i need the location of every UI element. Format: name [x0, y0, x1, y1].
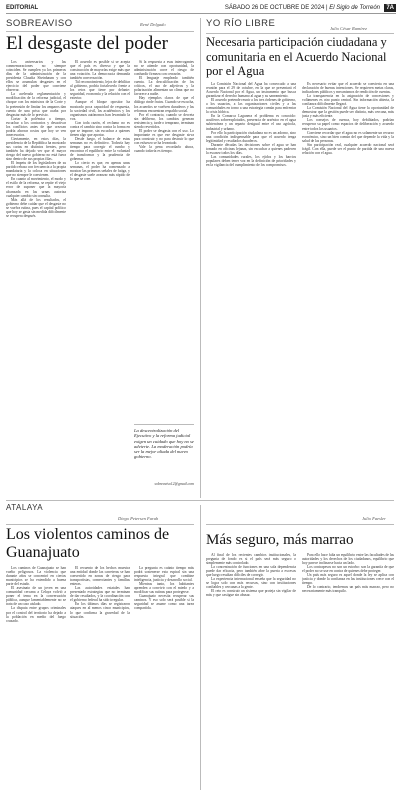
- paragraph: El reto es construir un sistema que proteja sin vigilar de más y que castigue sin abusar.: [206, 589, 296, 598]
- column-title: YO RÍO LIBRE: [206, 18, 276, 29]
- paragraph: Conviene recordar que el agua no es solamente un recurso económico, sino un bien común del que depende la vida y la salud de las personas.: [302, 130, 394, 143]
- page-header: [6, 3, 396, 14]
- article-column-2: [70, 566, 130, 790]
- divider: [6, 31, 194, 32]
- paragraph: En la Comarca Lagunera el problema es conocido: acuíferos sobreexplotados, presencia de arsénico en el agua subterránea y un reparto desigual entre el uso agrícola, industrial y urbano.: [206, 114, 296, 131]
- paragraph: Mientras tanto, los habitantes aprenden a convivir con el miedo y a modificar sus rutinas para protegerse.: [134, 582, 194, 595]
- divider: [134, 424, 194, 425]
- paragraph: Por ello la participación ciudadana no es un adorno, sino una condición indispensable para que el acuerdo tenga legitimidad y resultados duraderos.: [206, 130, 296, 143]
- article-column-2: [302, 553, 394, 790]
- paragraph: Es necesario evitar que el acuerdo se convierta en una declaración de buenas intenciones. Se requieren metas claras, indicadores públicos y mecanismos de rendición de cuentas.: [302, 82, 394, 95]
- paragraph: El poder se desgasta con el uso. Lo importante es que ese desgaste sirva para construir y no para destruir lo que con esfuerzo se ha levantado.: [134, 128, 194, 145]
- article-column-1: [6, 566, 66, 790]
- paragraph: Hay ejemplos claros de que el diálogo rinde frutos. Cuando se escucha, los acuerdos se vuelven duraderos y las reformas encuentran respaldo social.: [134, 96, 194, 113]
- section-name: EDITORIAL: [6, 5, 39, 11]
- paragraph: La acelerada reglamentación y modificación de la reforma judicial, el choque con los ministros de la Corte y la pretensión de limitar los amparos dan cuenta de una prisa que acaba por desgastar más de lo previsto.: [6, 92, 66, 117]
- date-and-paper: SÁBADO 26 DE OCTUBRE DE 2024 | El Siglo de Torreón: [224, 5, 380, 11]
- article-column-2: [302, 82, 394, 492]
- newspaper-name: El Siglo de Torreón: [329, 5, 380, 11]
- paragraph: Guanajuato necesita recuperar sus caminos. Y eso solo será posible si la seguridad se asume como una tarea compartida.: [134, 594, 194, 611]
- column-divider: [200, 505, 201, 790]
- headline: El desgaste del poder: [6, 33, 168, 54]
- paragraph: Las comunidades rurales, los ejidos y los barrios populares deben tener voz en la definición de prioridades y en la vigilancia del cumplimiento de los compromisos.: [206, 154, 296, 167]
- paragraph: Los aniversarios y las conmemoraciones no siempre coinciden. Se cumplen ya los primeros días de la administración de la presidenta Claudia Sheinbaum y con ellos se acumulan desgastes en el ejercicio del poder que conviene observar.: [6, 60, 66, 93]
- paragraph: Las autoridades estatales han presentado estrategias que no terminan de dar resultados, y la coordinación con el gobierno federal ha sido irregular.: [70, 586, 130, 603]
- paragraph: La experiencia internacional enseña que la seguridad no se logra solo con más recursos, sino con instituciones confiables y cercanas a la gente.: [206, 577, 296, 590]
- paragraph: Al final de los recientes cambios institucionales, la pregunta de fondo es si el país será más seguro o simplemente más controlado.: [206, 553, 296, 566]
- paragraph: Por el contrario, cuando se decreta sin deliberar, los cambios generan resistencia y, tarde o temprano, terminan siendo revertidos.: [134, 112, 194, 129]
- column-title: ATALAYA: [6, 503, 44, 512]
- paragraph: Los consejos de cuenca, hoy debilitados, podrían recuperar su papel como espacios de deliberación y acuerdo entre todos los usuarios.: [302, 118, 394, 131]
- paragraph: En cuanto al movimiento, el modo y el estilo de la reforma, se repite el viejo error de suponer que la mayoría alcanzada en las urnas autoriza cualquier cambio sin consulta.: [6, 177, 66, 198]
- paragraph: La concentración de funciones en una sola dependencia puede dar eficacia, pero también abre la puerta a excesos que luego resultan difíciles de corregir.: [206, 565, 296, 578]
- paragraph: La disputa entre grupos criminales por el control del territorio ha dejado a la población en medio del fuego cruzado.: [6, 606, 66, 623]
- paragraph: Los contrapesos no son un estorbo: son la garantía de que el poder no se use en contra de quienes debe proteger.: [302, 565, 394, 574]
- headline: Necesaria participación ciudadana y comunitaria en el Acuerdo Nacional por el Agua: [206, 35, 387, 78]
- byline: Julio Faesler: [362, 516, 386, 521]
- divider: [206, 524, 394, 525]
- paragraph: La Comisión Nacional del Agua ha convocado a una reunión para el 29 de octubre, en la que se presentará el Acuerdo Nacional por el Agua, un instrumento que busca garantizar el derecho humano al agua y su saneamiento.: [206, 82, 296, 99]
- paragraph: El lenguaje empleado también cuenta. La descalificación de los críticos, el uso de adjetivos y la polarización alimentan un clima que no favorece a nadie.: [134, 76, 194, 97]
- divider: [206, 33, 394, 34]
- column-divider: [200, 18, 201, 498]
- paragraph: De lo contrario, tendremos un país más marrao, pero no necesariamente más tranquilo.: [302, 585, 394, 594]
- article-column-1: [6, 60, 66, 492]
- headline: Los violentos caminos de Guanajuato: [6, 526, 170, 561]
- paragraph: Con toda razón, el reclamo no es contra el cambio sino contra la forma en que se impone, sin escuchar a quienes tienen algo que aportar.: [70, 120, 130, 137]
- paragraph: Para ello hace falta un equilibrio entre las facultades de las autoridades y los derechos de los ciudadanos, equilibrio que hoy parece inclinarse hacia un lado.: [302, 553, 394, 566]
- paragraph: Lo cierto es que, en apenas unas semanas, el poder ha comenzado a mostrar las primeras señales de fatiga, y el desgaste suele avanzar más rápido de lo que se cree.: [70, 161, 130, 182]
- paragraph: En los últimos días se registraron ataques en al menos cinco municipios, lo que confirma la gravedad de la situación.: [70, 602, 130, 619]
- article-column-3: [134, 60, 194, 420]
- paragraph: Si la respuesta a esas interrogantes no se atiende con oportunidad, la administración corre el riesgo de confundir firmeza con cerrazón.: [134, 60, 194, 77]
- article-column-1: [206, 553, 296, 790]
- page-number: 7A: [386, 5, 394, 11]
- section-divider: [6, 500, 394, 501]
- article-column-3: [134, 566, 194, 790]
- paragraph: Tal reconocimiento, lejos de debilitar al gobierno, podría fortalecerlo frente a los retos que tiene por delante: seguridad, economía y la relación con el exterior.: [70, 80, 130, 101]
- pull-quote: La descentralización del Ejecutivo y la reforma judicial exigen un cuidado que hoy no se advierte. La moderación podría ser la mejor aliada del nuevo gobierno.: [134, 428, 194, 460]
- paragraph: Cortar la polémica a tiempo, escuchar a los contrarios y desactivar los conflictos antes de que crezcan podría ahorrar costos que hoy se ven innecesarios.: [6, 116, 66, 137]
- paragraph: La transparencia en la asignación de concesiones y volúmenes es otro punto central. Sin información abierta, la confianza difícilmente llegará.: [302, 94, 394, 107]
- byline: Diego Petersen Farah: [118, 516, 159, 521]
- paragraph: Vale la pena recordarlo ahora, cuando todavía es tiempo.: [134, 144, 194, 154]
- paragraph: El acuerdo pretende reunir a los tres órdenes de gobierno, a los usuarios, a las organizaciones civiles y a las comunidades en torno a una estrategia común para enfrentar la crisis hídrica.: [206, 98, 296, 115]
- author-email: sobreaviso12@gmail.com: [154, 482, 194, 486]
- divider: [6, 524, 194, 525]
- article-column-1: [206, 82, 296, 492]
- paragraph: Desde luego, el balance de estas semanas no es definitivo. Todavía hay tiempo para corregir el rumbo y encontrar el equilibrio entre la voluntad de transformar y la prudencia de gobernar.: [70, 136, 130, 162]
- article-column-2: [70, 60, 130, 492]
- paragraph: El ímpetu de los legisladores de su partido rebasa con frecuencia a la propia mandataria y la coloca en situaciones que no siempre le convienen.: [6, 161, 66, 178]
- paragraph: Más allá de los resultados, el gobierno debe cuidar que el desgaste no se vuelva rutina, pues el capital político que hoy se gasta sin medida difícilmente se recupera después.: [6, 197, 66, 218]
- paragraph: El recuento de los hechos muestra una entidad donde las carreteras se han convertido en zonas de riesgo para transportistas, comerciantes y familias enteras.: [70, 566, 130, 587]
- paragraph: Ciertamente, en estos días, la presidencia de la República ha mostrado sus cartas en distintos frentes, pero también ha dejado ver que el mayor riesgo del nuevo gobierno no está fuera sino dentro de sus propias filas.: [6, 136, 66, 162]
- paragraph: La pregunta es cuánto tiempo más podrá sostenerse esta espiral sin una respuesta integral que combine inteligencia, justicia y desarrollo social.: [134, 566, 194, 583]
- paragraph: Un país más seguro es aquel donde la ley se aplica con justicia y donde la confianza en las instituciones crece con el tiempo.: [302, 573, 394, 586]
- paragraph: Durante décadas las decisiones sobre el agua se han tomado en oficinas lejanas, sin escuchar a quienes padecen la escasez todos los días.: [206, 142, 296, 155]
- paragraph: El acuerdo es posible si se acepta que el país es diverso y que la construcción de mayorías exige más que una votación. La democracia demanda también conversación.: [70, 60, 130, 81]
- paragraph: Sin participación real, cualquier acuerdo nacional será frágil. Con ella, puede ser el punto de partida de una nueva relación con el agua.: [302, 142, 394, 155]
- column-title: SOBREAVISO: [6, 18, 73, 29]
- headline: Más seguro, más marrao: [206, 532, 354, 548]
- paragraph: La Comisión Nacional del Agua tiene la oportunidad de demostrar que la gestión puede ser distinta, más cercana, más justa y más eficiente.: [302, 106, 394, 119]
- byline: Julio César Ramírez: [330, 26, 367, 31]
- paragraph: El asesinato de un joven en una comunidad cercana a Celaya volvió a poner el tema en la conversación pública, aunque lamentablemente no se trata de un caso aislado.: [6, 586, 66, 607]
- paragraph: Aunque el bloque opositor ha mostrado poca capacidad de respuesta, la sociedad civil, los académicos y los organismos autónomos han levantado la voz.: [70, 100, 130, 121]
- byline: René Delgado: [140, 22, 166, 27]
- paragraph: Los caminos de Guanajuato se han vuelto peligrosos. La violencia que durante años se concentró en ciertos municipios se ha extendido a buena parte del estado.: [6, 566, 66, 587]
- issue-date: SÁBADO 26 DE OCTUBRE DE 2024: [224, 5, 325, 11]
